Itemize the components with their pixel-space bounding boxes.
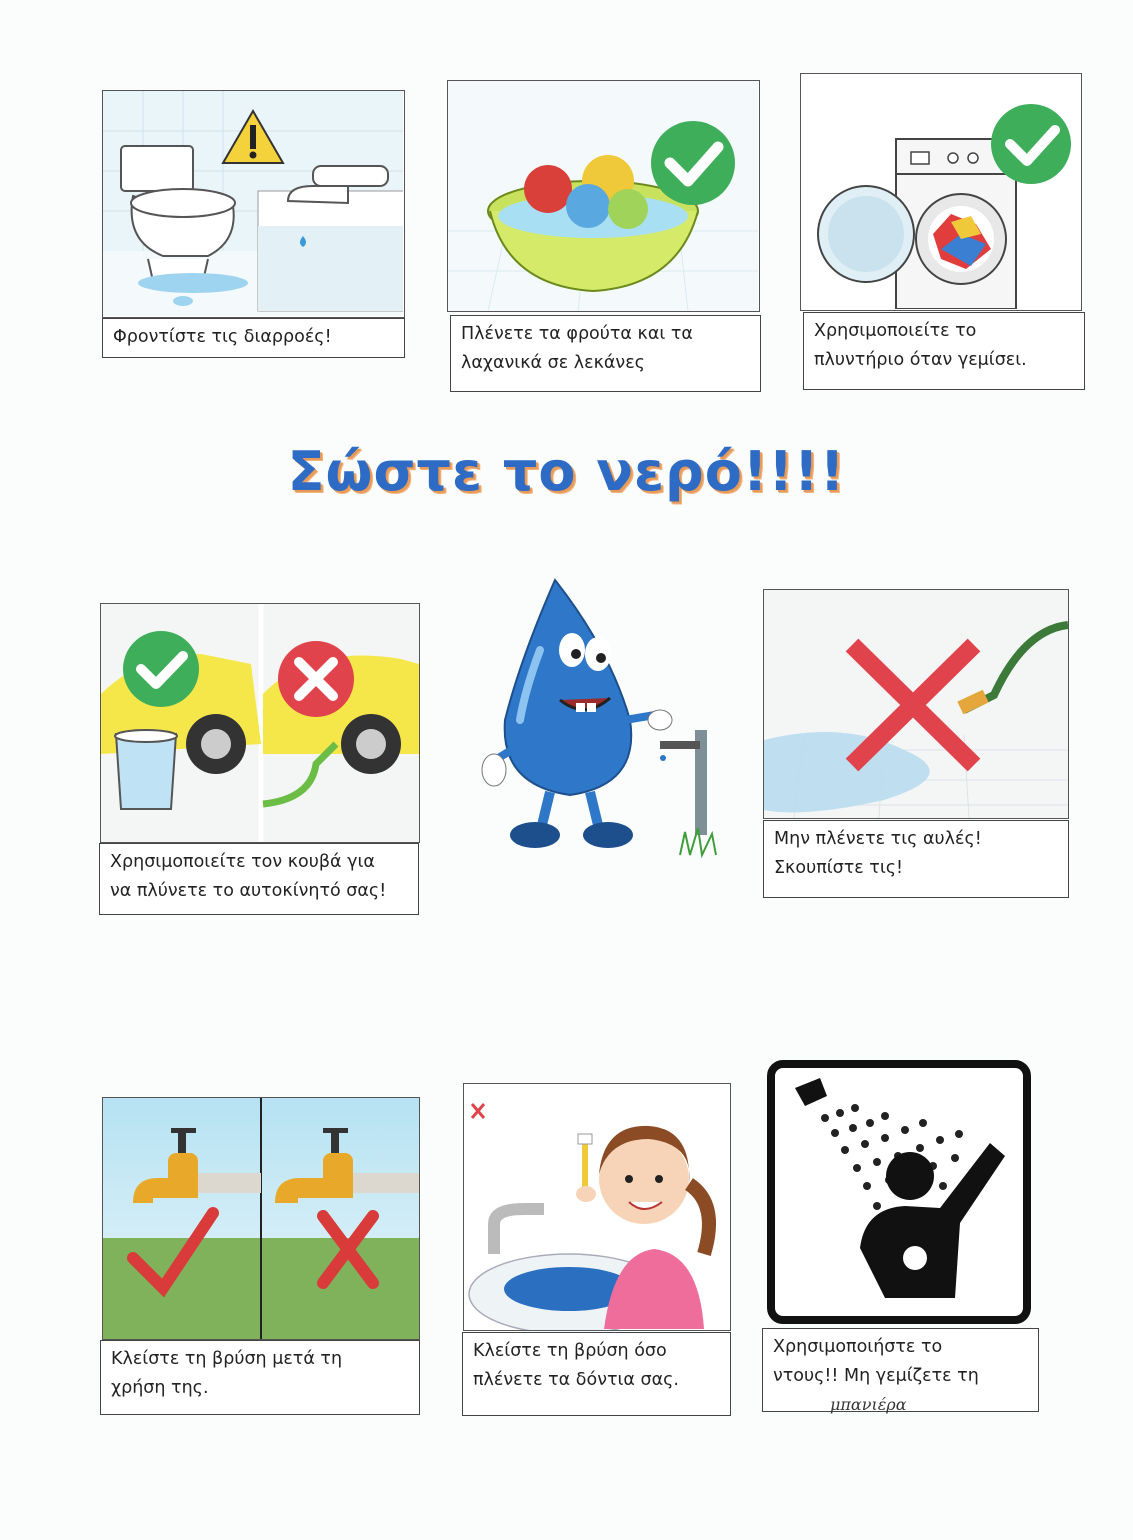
tap-caption [100, 1340, 420, 1415]
washer-caption [803, 312, 1085, 390]
shower-sign-illustration [765, 1058, 1033, 1326]
car-caption [99, 843, 419, 915]
caption-line: λαχανικά σε λεκάνες [461, 353, 645, 373]
caption-line: να πλύνετε το αυτοκίνητό σας! [110, 881, 387, 901]
caption-line: Φροντίστε τις διαρροές! [113, 327, 332, 347]
washing-machine-illustration [800, 73, 1082, 311]
handwritten-word: μπανιέρα [830, 1395, 907, 1414]
caption-line: Χρησιμοποιήστε το [773, 1337, 943, 1357]
caption-line: Κλείστε τη βρύση μετά τη [111, 1349, 343, 1369]
page-title: Σώστε το νερό!!!! [287, 440, 846, 503]
leaks-caption [102, 318, 405, 358]
tap-illustration [102, 1097, 420, 1340]
brushing-teeth-illustration [463, 1083, 731, 1331]
teeth-caption [462, 1332, 731, 1416]
caption-line: Κλείστε τη βρύση όσο [473, 1341, 667, 1361]
car-wash-illustration [100, 603, 420, 843]
caption-line: Χρησιμοποιείτε το [814, 321, 977, 341]
check-mark-icon [991, 104, 1071, 184]
check-mark-icon [123, 631, 199, 707]
caption-line: πλυντήριο όταν γεμίσει. [814, 350, 1027, 370]
caption-line: χρήση της. [111, 1378, 209, 1398]
check-mark-icon [651, 121, 735, 205]
caption-line: Πλένετε τα φρούτα και τα [461, 324, 693, 344]
leaks-illustration [102, 90, 405, 318]
caption-line: Μην πλένετε τις αυλές! [774, 829, 982, 849]
caption-line: Σκουπίστε τις! [774, 858, 904, 878]
person-icon [886, 1152, 934, 1200]
water-drop-mascot [480, 570, 740, 860]
caption-line: πλένετε τα δόντια σας. [473, 1370, 679, 1390]
fruit-caption [450, 315, 761, 392]
yard-caption [763, 820, 1069, 898]
caption-line: ντους!! Μη γεμίζετε τη [773, 1366, 979, 1386]
fruit-bowl-illustration [447, 80, 760, 312]
caption-line: Χρησιμοποιείτε τον κουβά για [110, 852, 375, 872]
yard-hose-illustration [763, 589, 1069, 819]
